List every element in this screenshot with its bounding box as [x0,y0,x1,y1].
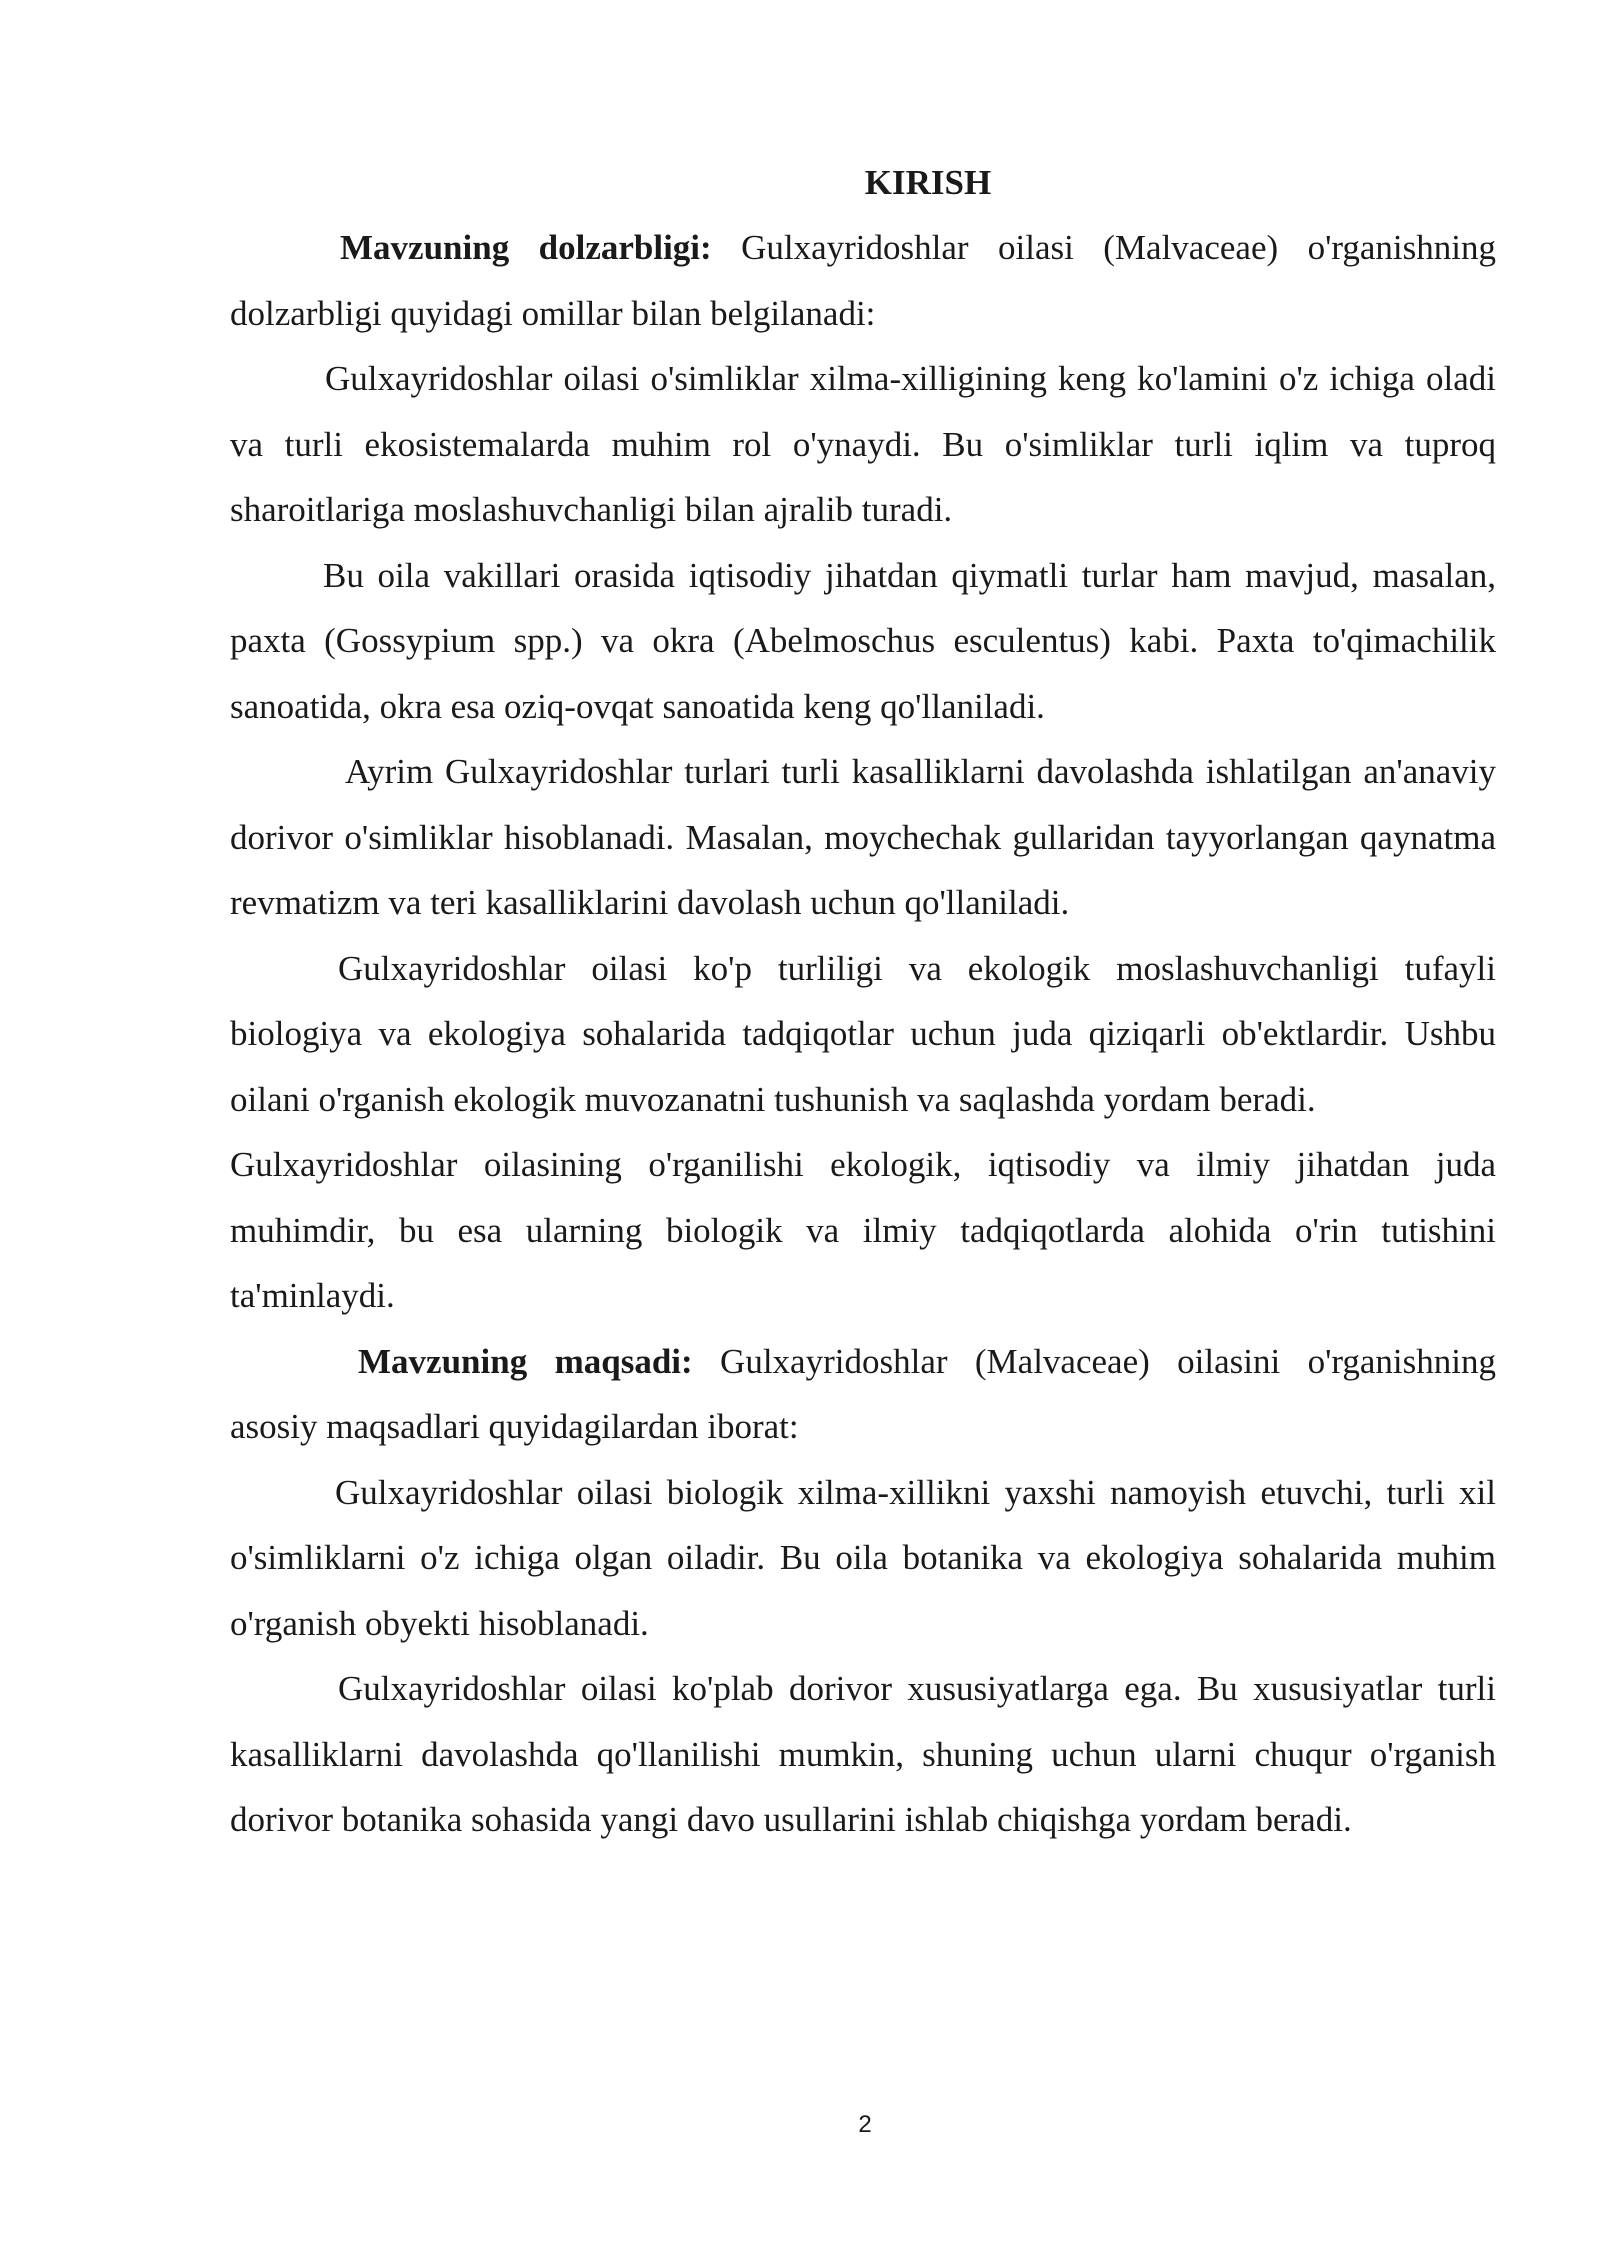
relevance-paragraph-1: Gulxayridoshlar oilasi o'simliklar xilma-xilligining keng ko'lamini o'z ichiga oladi va turli ekosistemalarda muhim rol o'ynaydi. Bu o'simliklar turli iqlim va tuproq sharoitlariga moslashuvchanligi bilan ajralib turadi. [230,359,1496,529]
page-number: 2 [858,2111,872,2138]
goal-paragraph-2: Gulxayridoshlar oilasi ko'plab dorivor xususiyatlarga ega. Bu xususiyatlar turli kasalliklarni davolashda qo'llanilishi mumkin, shuning uchun ularni chuqur o'rganish dorivor botanika sohasida yangi davo usullarini ishlab chiqishga yordam beradi. [230,1669,1496,1839]
relevance-label: Mavzuning dolzarbligi: [340,228,712,267]
relevance-intro-paragraph [230,215,1496,346]
page-content [230,150,1496,1853]
goal-intro-text: Gulxayridoshlar (Malvaceae) oilasini o'rganishning asosiy maqsadlari quyidagilardan iborat: [230,1341,1497,1446]
relevance-paragraph-5: Gulxayridoshlar oilasining o'rganilishi ekologik, iqtisodiy va ilmiy jihatdan juda muhimdir, bu esa ularning biologik va ilmiy tadqiqotlarda alohida o'rin tutishini ta'minlaydi. [230,1145,1496,1315]
section-heading: KIRISH [864,163,992,202]
relevance-paragraph-2: Bu oila vakillari orasida iqtisodiy jihatdan qiymatli turlar ham mavjud, masalan, paxta (Gossypium spp.) va okra (Abelmoschus esculentus) kabi. Paxta to'qimachilik sanoatida, okra esa oziq-ovqat sanoatida keng qo'llaniladi. [230,555,1496,726]
goal-label: Mavzuning maqsadi: [358,1341,693,1381]
relevance-intro-text: Gulxayridoshlar oilasi (Malvaceae) o'rganishning dolzarbligi quyidagi omillar bilan belgilanadi: [230,228,1496,333]
relevance-paragraph-4: Gulxayridoshlar oilasi ko'p turliligi va ekologik moslashuvchanligi tufayli biologiya va ekologiya sohalarida tadqiqotlar uchun juda qiziqarli ob'ektlardir. Ushbu oilani o'rganish ekologik muvozanatni tushunish va saqlashda yordam beradi. [230,948,1496,1119]
relevance-paragraph-3: Ayrim Gulxayridoshlar turlari turli kasalliklarni davolashda ishlatilgan an'anaviy dorivor o'simliklar hisoblanadi. Masalan, moychechak gullaridan tayyorlangan qaynatma revmatizm va teri kasalliklarini davolash uchun qo'llaniladi. [230,752,1496,922]
goal-paragraph-1: Gulxayridoshlar oilasi biologik xilma-xillikni yaxshi namoyish etuvchi, turli xil o'simliklarni o'z ichiga olgan oiladir. Bu oila botanika va ekologiya sohalarida muhim o'rganish obyekti hisoblanadi. [230,1472,1496,1643]
goal-intro-paragraph [230,1329,1496,1460]
